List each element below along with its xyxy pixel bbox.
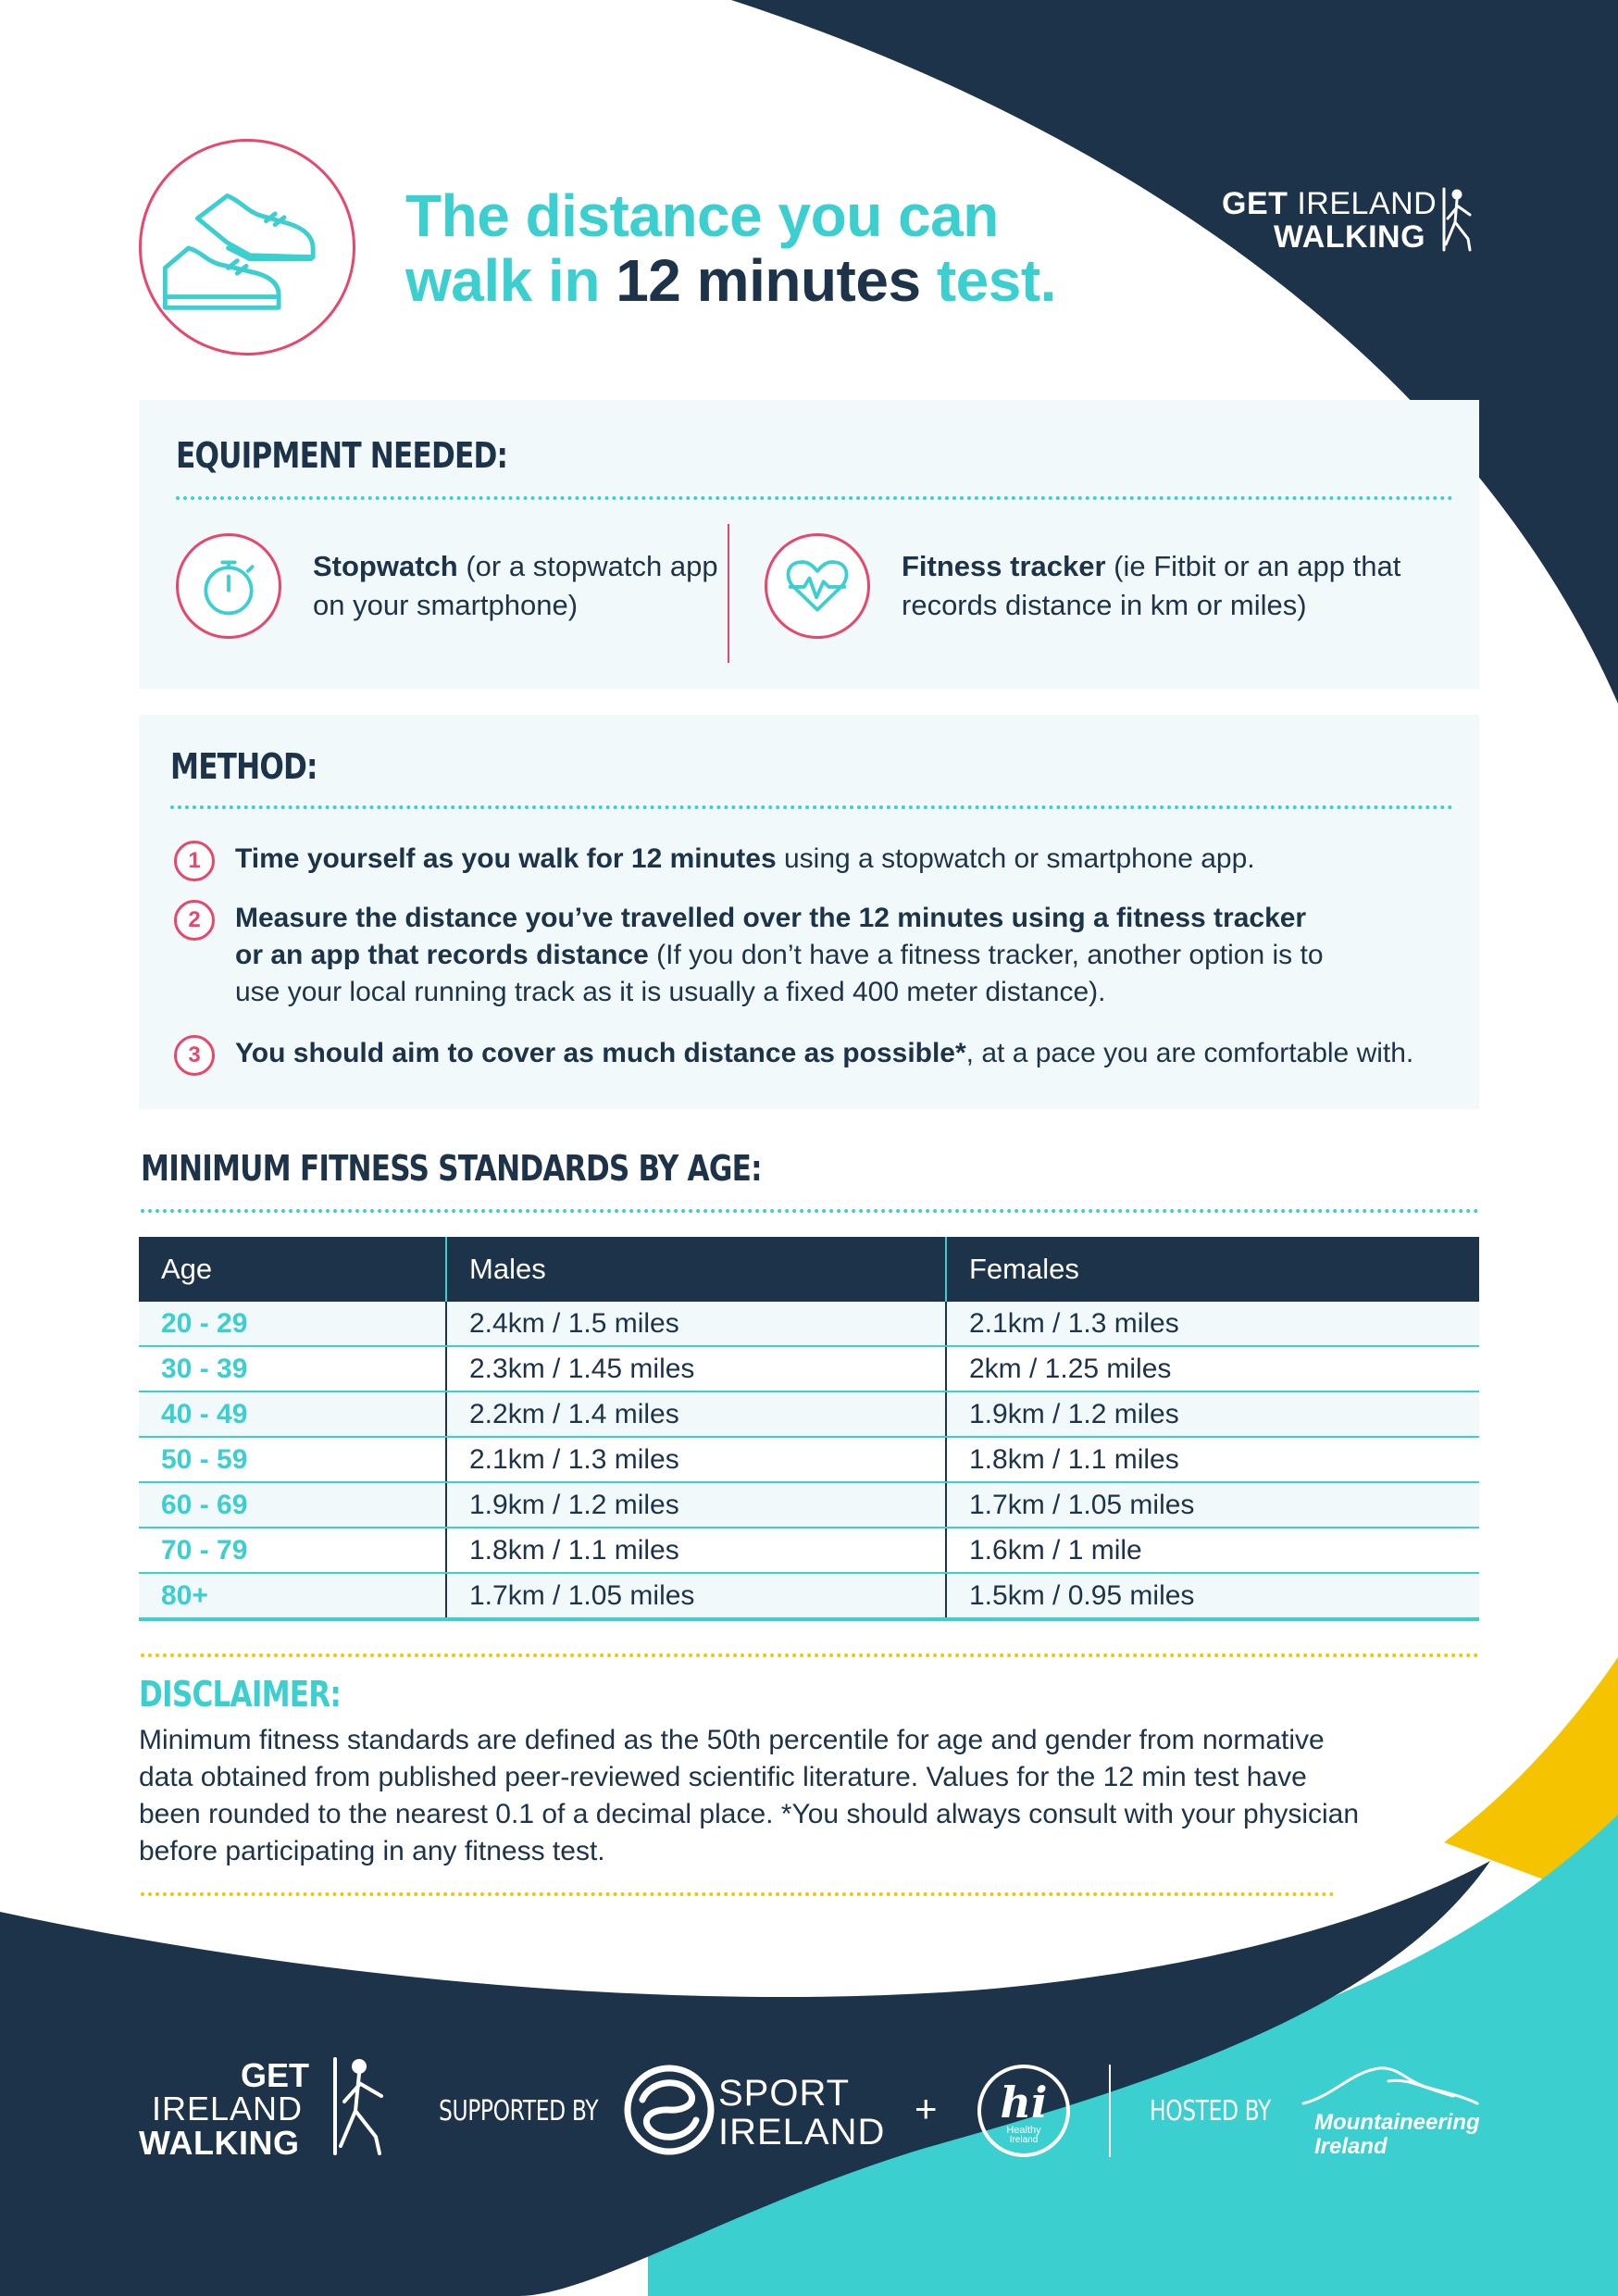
males-cell: 2.4km / 1.5 miles [446, 1302, 946, 1346]
females-cell: 2km / 1.25 miles [946, 1346, 1479, 1391]
sport-ireland-line-1: SPORT [718, 2073, 851, 2114]
title-part-c: test. [920, 247, 1056, 314]
equipment-item-fitness-tracker [765, 533, 1400, 639]
brand-get: GET [1222, 186, 1288, 221]
age-cell: 60 - 69 [139, 1482, 446, 1528]
males-cell: 1.9km / 1.2 miles [446, 1482, 946, 1528]
mountain-icon [1296, 2063, 1481, 2109]
table-row [139, 1437, 1479, 1482]
step-number-1: 1 [174, 841, 215, 881]
column-header-males: Males [446, 1237, 946, 1302]
males-cell: 2.1km / 1.3 miles [446, 1437, 946, 1482]
get-ireland-walking-logo-top [1222, 187, 1437, 254]
disclaimer-line: Minimum fitness standards are defined as the 50th percentile for age and gender from normative [139, 1725, 1325, 1755]
fitness-tracker-desc-2: records distance in km or miles) [902, 589, 1307, 621]
step-number-3: 3 [174, 1035, 215, 1076]
column-header-females: Females [946, 1237, 1479, 1302]
step-1-bold: Time yourself as you walk for 12 minutes [235, 843, 777, 874]
method-heading: METHOD: [170, 746, 317, 787]
supported-by-label: SUPPORTED BY [439, 2095, 599, 2128]
mountaineering-ireland-text [1314, 2111, 1480, 2159]
column-header-age: Age [139, 1237, 446, 1302]
step-2-line-3: use your local running track as it is usually a fixed 400 meter distance). [235, 977, 1106, 1007]
step-2-rest: (If you don’t have a fitness tracker, another option is to [648, 940, 1324, 970]
step-2-bold-1: Measure the distance you’ve travelled over the 12 minutes using a fitness tracker [235, 903, 1307, 933]
age-cell: 30 - 39 [139, 1346, 446, 1391]
fitness-tracker-label: Fitness tracker [902, 550, 1106, 582]
mountaineering-line-1: Mountaineering [1314, 2110, 1480, 2135]
disclaimer-top-divider [141, 1653, 1479, 1657]
title-part-a: walk in [405, 247, 616, 314]
females-cell: 1.5km / 0.95 miles [946, 1573, 1479, 1619]
age-cell: 70 - 79 [139, 1528, 446, 1573]
shoes-icon [142, 142, 353, 353]
males-cell: 1.7km / 1.05 miles [446, 1573, 946, 1619]
stopwatch-icon [179, 536, 279, 636]
title-line-2 [405, 248, 1056, 313]
table-row [139, 1346, 1479, 1391]
age-cell: 80+ [139, 1573, 446, 1619]
age-cell: 50 - 59 [139, 1437, 446, 1482]
method-dotted-divider [170, 805, 1453, 809]
table-row [139, 1482, 1479, 1528]
title-part-b: 12 minutes [616, 247, 921, 314]
step-3-rest: , at a pace you are comfortable with. [965, 1038, 1414, 1068]
table-row [139, 1528, 1479, 1573]
age-cell: 40 - 49 [139, 1391, 446, 1437]
table-row [139, 1302, 1479, 1346]
sport-ireland-line-2: IRELAND [718, 2112, 886, 2152]
equipment-heading: EQUIPMENT NEEDED: [176, 435, 508, 476]
females-cell: 2.1km / 1.3 miles [946, 1302, 1479, 1346]
footer-vertical-divider [1109, 2065, 1111, 2157]
step-3-bold: You should aim to cover as much distance as possible* [235, 1038, 966, 1068]
walker-figure-icon [1437, 187, 1479, 254]
footer-brand-ireland: IRELAND [152, 2090, 304, 2128]
females-cell: 1.7km / 1.05 miles [946, 1482, 1479, 1528]
males-cell: 2.3km / 1.45 miles [446, 1346, 946, 1391]
females-cell: 1.8km / 1.1 miles [946, 1437, 1479, 1482]
get-ireland-walking-logo-footer [139, 2056, 310, 2162]
equipment-dotted-divider [176, 496, 1453, 500]
table-header-row [139, 1237, 1479, 1302]
disclaimer-heading: DISCLAIMER: [139, 1674, 342, 1715]
females-cell: 1.9km / 1.2 miles [946, 1391, 1479, 1437]
method-step-3 [174, 1035, 1413, 1076]
age-cell: 20 - 29 [139, 1302, 446, 1346]
equipment-vertical-divider [728, 524, 729, 663]
fitness-tracker-text [902, 547, 1400, 625]
healthy-ireland-sub-1: Healthy [1006, 2125, 1041, 2136]
mountaineering-line-2: Ireland [1314, 2134, 1388, 2159]
method-step-2 [174, 900, 1324, 1011]
disclaimer-line: been rounded to the nearest 0.1 of a decimal place. *You should always consult with your physician [139, 1799, 1360, 1829]
table-row [139, 1391, 1479, 1437]
sport-ireland-swirl-icon [622, 2063, 716, 2157]
stopwatch-desc-2: on your smartphone) [313, 589, 579, 621]
standards-heading: MINIMUM FITNESS STANDARDS BY AGE: [141, 1148, 762, 1189]
title-line-1: The distance you can [405, 182, 999, 249]
footer-brand-walking: WALKING [139, 2124, 300, 2162]
footer-brand-get: GET [241, 2056, 310, 2094]
healthy-ireland-hi: hi [1000, 2078, 1048, 2128]
brand-ireland: IRELAND [1297, 186, 1438, 221]
sport-ireland-logo-text [718, 2074, 885, 2152]
page-title [405, 183, 1056, 313]
males-cell: 1.8km / 1.1 miles [446, 1528, 946, 1573]
stopwatch-label: Stopwatch [313, 550, 458, 582]
standards-table-wrapper [139, 1237, 1479, 1621]
equipment-item-stopwatch [176, 533, 718, 639]
heart-rate-icon-badge [765, 533, 870, 639]
hosted-by-label: HOSTED BY [1150, 2095, 1271, 2128]
fitness-tracker-desc-1: (ie Fitbit or an app that [1105, 550, 1401, 582]
table-row [139, 1573, 1479, 1619]
healthy-ireland-logo [977, 2065, 1070, 2157]
females-cell: 1.6km / 1 mile [946, 1528, 1479, 1573]
shoes-icon-badge [139, 139, 355, 356]
fitness-standards-table [139, 1237, 1479, 1621]
heart-rate-icon [767, 536, 867, 636]
disclaimer-line: before participating in any fitness test. [139, 1836, 605, 1866]
males-cell: 2.2km / 1.4 miles [446, 1391, 946, 1437]
disclaimer-bottom-divider [141, 1892, 1335, 1896]
plus-sign: + [915, 2087, 938, 2130]
disclaimer-line: data obtained from published peer-reviewed scientific literature. Values for the 12 min test have [139, 1762, 1307, 1792]
step-2-bold-2: or an app that records distance [235, 940, 649, 970]
step-1-rest: using a stopwatch or smartphone app. [776, 843, 1255, 874]
brand-walking: WALKING [1274, 219, 1426, 255]
stopwatch-desc-1: (or a stopwatch app [457, 550, 718, 582]
standards-dotted-divider [141, 1209, 1479, 1213]
stopwatch-text [313, 547, 718, 625]
healthy-ireland-sub-2: Ireland [1009, 2135, 1039, 2145]
footer-walker-figure-icon [326, 2057, 400, 2159]
disclaimer-text [139, 1722, 1416, 1870]
method-step-1 [174, 841, 1255, 881]
stopwatch-icon-badge [176, 533, 281, 639]
step-number-2: 2 [174, 900, 215, 941]
